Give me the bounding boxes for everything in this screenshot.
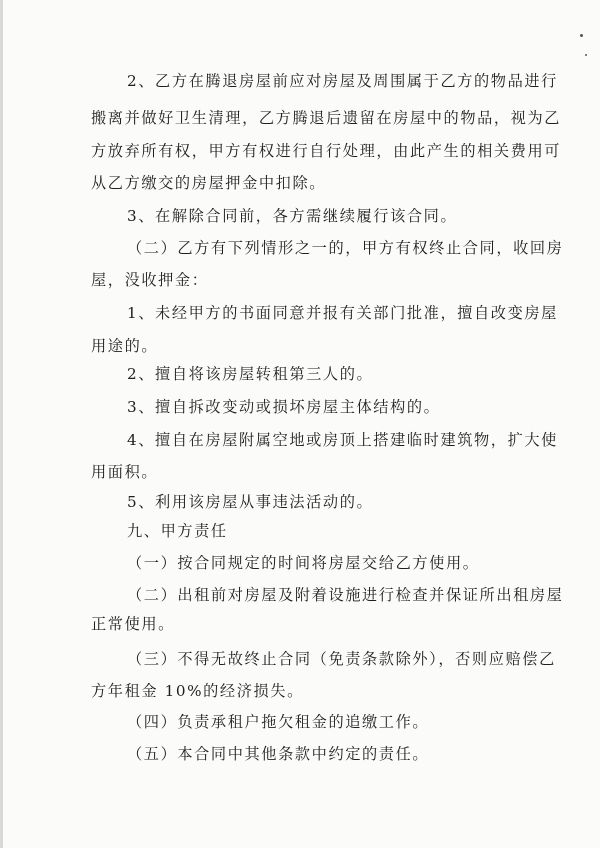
text-line: 3、在解除合同前，各方需继续履行该合同。 (127, 207, 458, 225)
text-line: 正常使用。 (91, 615, 175, 633)
text-line: 用面积。 (91, 463, 159, 481)
text-line: （三）不得无故终止合同（免责条款除外），否则应赔偿乙 (127, 650, 556, 668)
text-line: 2、乙方在腾退房屋前应对房屋及周围属于乙方的物品进行 (127, 72, 558, 90)
text-line: 2、擅自将该房屋转租第三人的。 (127, 365, 374, 383)
text-line: 方放弃所有权，甲方有权进行自行处理，由此产生的相关费用可 (91, 142, 562, 160)
text-line: （二）出租前对房屋及附着设施进行检查并保证所出租房屋 (127, 586, 564, 604)
text-line: （二）乙方有下列情形之一的，甲方有权终止合同，收回房 (127, 239, 564, 257)
text-line: 从乙方缴交的房屋押金中扣除。 (91, 174, 327, 192)
scan-speck (580, 34, 583, 37)
text-line: 5、利用该房屋从事违法活动的。 (127, 493, 374, 511)
text-line: 用途的。 (91, 337, 159, 355)
section-heading: 九、甲方责任 (127, 522, 228, 540)
text-line: 屋，没收押金： (91, 271, 209, 289)
text-line: （五）本合同中其他条款中约定的责任。 (127, 745, 430, 763)
text-line: 1、未经甲方的书面同意并报有关部门批准，擅自改变房屋 (127, 304, 558, 322)
text-line: （一）按合同规定的时间将房屋交给乙方使用。 (127, 554, 480, 572)
text-line: （四）负责承租户拖欠租金的追缴工作。 (127, 713, 430, 731)
text-line: 4、擅自在房屋附属空地或房顶上搭建临时建筑物，扩大使 (127, 431, 558, 449)
scan-speck (585, 54, 587, 56)
text-line: 3、擅自拆改变动或损坏房屋主体结构的。 (127, 398, 441, 416)
text-line: 搬离并做好卫生清理，乙方腾退后遗留在房屋中的物品，视为乙 (91, 109, 562, 127)
text-line: 方年租金 10%的经济损失。 (91, 682, 304, 700)
